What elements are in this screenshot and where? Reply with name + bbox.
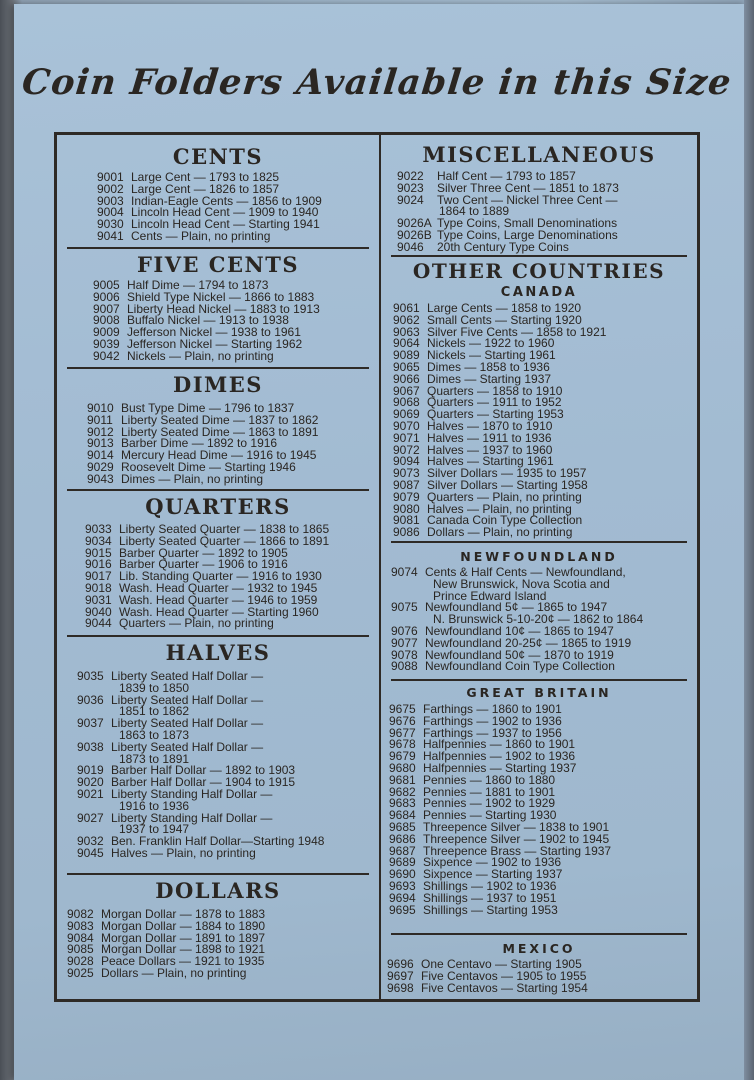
item-description: Silver Three Cent — 1851 to 1873 — [437, 180, 619, 195]
section-divider — [67, 247, 369, 249]
item-description: Lincoln Head Cent — 1909 to 1940 — [131, 205, 319, 220]
item-description: Liberty Seated Half Dollar — — [111, 716, 264, 731]
item-description: Silver Five Cents — 1858 to 1921 — [427, 324, 607, 339]
item-description: Ben. Franklin Half Dollar—Starting 1948 — [111, 834, 325, 849]
catalog-number: 9008 — [93, 313, 120, 328]
item-list — [67, 909, 375, 980]
item-description: Threepence Silver — 1902 to 1945 — [423, 831, 610, 846]
item-description: Halves — Plain, no printing — [427, 501, 572, 516]
catalog-number: 9684 — [389, 808, 416, 823]
catalog-number: 9683 — [389, 796, 416, 811]
catalog-number: 9061 — [393, 301, 420, 315]
section-cents — [61, 145, 375, 243]
item-description: Peace Dollars — 1921 to 1935 — [101, 954, 265, 969]
catalog-number: 9012 — [87, 424, 114, 439]
item-description: Newfoundland 10¢ — 1865 to 1947 — [425, 623, 614, 638]
item-description: Newfoundland 50¢ — 1870 to 1919 — [425, 647, 614, 662]
item-description: Half Dime — 1794 to 1873 — [127, 278, 269, 292]
catalog-number: 9021 — [77, 786, 104, 801]
catalog-number: 9682 — [389, 784, 416, 799]
catalog-number: 9032 — [77, 834, 104, 849]
catalog-number: 9083 — [67, 918, 94, 933]
catalog-number: 9063 — [393, 324, 420, 339]
catalog-number: 9079 — [393, 489, 420, 504]
item-description: Liberty Seated Quarter — 1838 to 1865 — [119, 522, 330, 536]
item-description-continued: 1851 to 1862 — [119, 704, 190, 719]
item-description: Two Cent — Nickel Three Cent — — [437, 192, 618, 207]
item-description: Wash. Head Quarter — Starting 1960 — [119, 604, 319, 619]
section-divider — [67, 873, 369, 875]
section-title: OTHER COUNTRIES — [412, 259, 666, 283]
catalog-number: 9026A — [397, 216, 432, 231]
catalog-number: 9068 — [393, 395, 420, 410]
catalog-number: 9072 — [393, 442, 420, 457]
catalog-number: 9062 — [393, 312, 420, 327]
catalog-number: 9024 — [397, 192, 424, 207]
item-list — [389, 704, 693, 916]
item-description: Silver Dollars — 1935 to 1957 — [427, 466, 587, 481]
catalog-number: 9082 — [67, 907, 94, 921]
item-description: Dimes — 1858 to 1936 — [427, 359, 550, 374]
item-description: Nickels — Starting 1961 — [427, 348, 556, 363]
item-description: Cents — Plain, no printing — [131, 228, 271, 243]
item-description: Large Cents — 1858 to 1920 — [427, 301, 582, 315]
item-description: Lib. Standing Quarter — 1916 to 1930 — [119, 569, 322, 584]
item-description: Halfpennies — 1860 to 1901 — [423, 737, 576, 752]
list-item — [391, 661, 693, 673]
catalog-number: 9038 — [77, 739, 104, 754]
item-description: Halves — 1937 to 1960 — [427, 442, 553, 457]
section-great-britain — [385, 685, 693, 916]
item-description: Half Cent — 1793 to 1857 — [437, 169, 576, 183]
subsection-title: NEWFOUNDLAND — [460, 549, 618, 564]
item-description: Morgan Dollar — 1878 to 1883 — [101, 907, 266, 921]
item-description: Mercury Head Dime — 1916 to 1945 — [121, 448, 317, 463]
item-list — [77, 671, 375, 860]
list-item — [393, 527, 693, 539]
item-description: Dollars — Plain, no printing — [427, 525, 573, 540]
item-description: Dimes — Plain, no printing — [121, 471, 264, 486]
catalog-number: 9017 — [85, 569, 112, 584]
list-item — [77, 845, 375, 860]
item-description: Canada Coin Type Collection — [427, 513, 583, 528]
catalog-number: 9687 — [389, 843, 416, 858]
catalog-number: 9004 — [97, 205, 124, 220]
section-newfoundland — [385, 549, 693, 673]
catalog-number: 9027 — [77, 810, 104, 825]
item-description: Farthings — 1902 to 1936 — [423, 713, 562, 728]
catalog-number: 9084 — [67, 930, 94, 945]
item-description: Barber Dime — 1892 to 1916 — [121, 436, 278, 451]
catalog-number: 9011 — [87, 412, 113, 427]
item-description: Jefferson Nickel — Starting 1962 — [127, 336, 303, 351]
catalog-number: 9007 — [93, 301, 120, 316]
item-description: Small Cents — Starting 1920 — [427, 312, 582, 327]
catalog-number: 9067 — [393, 383, 420, 398]
item-description: Threepence Brass — Starting 1937 — [423, 843, 612, 858]
catalog-number: 9694 — [389, 890, 416, 905]
item-description: Bust Type Dime — 1796 to 1837 — [121, 401, 295, 415]
item-description: Halfpennies — 1902 to 1936 — [423, 749, 576, 764]
item-description-continued: 1839 to 1850 — [119, 680, 190, 695]
item-description-continued: 1864 to 1889 — [439, 204, 510, 219]
item-description: Dollars — Plain, no printing — [101, 965, 247, 980]
item-description: Liberty Seated Dime — 1837 to 1862 — [121, 412, 319, 427]
item-description: Barber Quarter — 1906 to 1916 — [119, 557, 288, 572]
item-description: Liberty Seated Dime — 1863 to 1891 — [121, 424, 319, 439]
catalog-number: 9043 — [87, 471, 114, 486]
catalog-number: 9696 — [387, 957, 414, 971]
section-divider — [67, 367, 369, 369]
item-description: Shillings — 1937 to 1951 — [423, 890, 557, 905]
item-description: Type Coins, Small Denominations — [437, 216, 618, 231]
item-description: Newfoundland 5¢ — 1865 to 1947 — [425, 600, 608, 615]
catalog-number: 9094 — [393, 454, 420, 469]
catalog-number: 9006 — [93, 289, 120, 304]
item-description-continued: 1863 to 1873 — [119, 727, 190, 742]
catalog-number: 9080 — [393, 501, 420, 516]
catalog-number: 9690 — [389, 867, 416, 882]
catalog-number: 9064 — [393, 336, 420, 351]
catalog-number: 9697 — [387, 968, 414, 983]
section-five-cents — [61, 253, 375, 363]
section-divider — [391, 679, 687, 681]
item-description: Halves — Starting 1961 — [427, 454, 554, 469]
list-item — [97, 228, 375, 243]
item-description: Newfoundland 20-25¢ — 1865 to 1919 — [425, 635, 632, 650]
catalog-number: 9695 — [389, 902, 416, 917]
item-list — [393, 303, 693, 539]
section-divider — [67, 489, 369, 491]
catalog-number: 9016 — [85, 557, 112, 572]
item-list — [87, 403, 375, 486]
subsection-title: MEXICO — [502, 941, 576, 956]
section-quarters — [61, 495, 375, 630]
item-description: Liberty Standing Half Dollar — — [111, 786, 273, 801]
catalog-number: 9678 — [389, 737, 416, 752]
item-description: 20th Century Type Coins — [437, 239, 569, 254]
catalog-number: 9039 — [93, 336, 120, 351]
catalog-number: 9035 — [77, 669, 104, 683]
page-title: Coin Folders Available in this Size — [20, 62, 734, 103]
item-description: Sixpence — 1902 to 1936 — [423, 855, 562, 870]
section-miscellaneous — [385, 143, 693, 254]
catalog-number: 9022 — [397, 169, 424, 183]
item-description: Liberty Standing Half Dollar — — [111, 810, 273, 825]
item-description: Nickels — Plain, no printing — [127, 348, 274, 363]
item-list — [387, 959, 693, 994]
catalog-number: 9046 — [397, 239, 424, 254]
catalog-number: 9076 — [391, 623, 418, 638]
item-description: Quarters — Plain, no printing — [427, 489, 582, 504]
right-column — [385, 135, 693, 999]
item-description: Quarters — 1858 to 1910 — [427, 383, 563, 398]
catalog-number: 9089 — [393, 348, 420, 363]
catalog-number: 9018 — [85, 580, 112, 595]
item-description: Threepence Silver — 1838 to 1901 — [423, 819, 610, 834]
item-description: Nickels — 1922 to 1960 — [427, 336, 555, 351]
item-description: Liberty Head Nickel — 1883 to 1913 — [127, 301, 320, 316]
catalog-number: 9073 — [393, 466, 420, 481]
catalog-number: 9675 — [389, 702, 416, 716]
catalog-number: 9065 — [393, 359, 420, 374]
item-description: Morgan Dollar — 1891 to 1897 — [101, 930, 266, 945]
item-description-continued: New Brunswick, Nova Scotia and — [433, 576, 610, 591]
list-item — [87, 471, 375, 486]
item-description: Roosevelt Dime — Starting 1946 — [121, 459, 296, 474]
catalog-number: 9026B — [397, 227, 432, 242]
catalog-number: 9681 — [389, 772, 416, 787]
item-description: Farthings — 1860 to 1901 — [423, 702, 562, 716]
column-divider — [379, 135, 381, 999]
catalog-number: 9030 — [97, 217, 124, 232]
item-description: Liberty Seated Quarter — 1866 to 1891 — [119, 533, 330, 548]
listing-frame — [54, 132, 700, 1002]
catalog-number: 9023 — [397, 180, 424, 195]
item-description-continued: 1916 to 1936 — [119, 798, 190, 813]
catalog-number: 9028 — [67, 954, 94, 969]
item-list — [85, 524, 375, 630]
subsection-title: GREAT BRITAIN — [466, 685, 612, 700]
catalog-number: 9070 — [393, 418, 420, 433]
item-description: Morgan Dollar — 1884 to 1890 — [101, 918, 266, 933]
item-description: Wash. Head Quarter — 1932 to 1945 — [119, 580, 318, 595]
catalog-number: 9015 — [85, 545, 112, 560]
section-title: HALVES — [165, 640, 271, 665]
item-description: Jefferson Nickel — 1938 to 1961 — [127, 325, 301, 340]
item-description: Quarters — Plain, no printing — [119, 616, 274, 631]
section-divider — [67, 635, 369, 637]
item-description: Type Coins, Large Denominations — [437, 227, 618, 242]
catalog-number: 9676 — [389, 713, 416, 728]
catalog-number: 9045 — [77, 845, 104, 860]
catalog-number: 9001 — [97, 170, 124, 184]
item-description: Dimes — Starting 1937 — [427, 371, 552, 386]
catalog-number: 9041 — [97, 228, 124, 243]
item-description-continued: N. Brunswick 5-10-20¢ — 1862 to 1864 — [433, 612, 644, 627]
item-list — [97, 172, 375, 243]
item-list — [397, 171, 693, 254]
section-divider — [391, 541, 687, 543]
section-divider — [391, 933, 687, 935]
item-description: Farthings — 1937 to 1956 — [423, 725, 562, 740]
subsection-title: CANADA — [500, 285, 578, 300]
catalog-number: 9686 — [389, 831, 416, 846]
item-description: Wash. Head Quarter — 1946 to 1959 — [119, 592, 318, 607]
item-description: Sixpence — Starting 1937 — [423, 867, 563, 882]
catalog-number: 9693 — [389, 878, 416, 893]
item-description: Five Centavos — 1905 to 1955 — [421, 968, 587, 983]
item-description: Newfoundland Coin Type Collection — [425, 659, 615, 674]
list-item — [387, 980, 693, 995]
item-description: Pennies — 1881 to 1901 — [423, 784, 556, 799]
catalog-number: 9019 — [77, 763, 104, 778]
item-description: One Centavo — Starting 1905 — [421, 957, 582, 971]
catalog-number: 9081 — [393, 513, 420, 528]
catalog-number: 9088 — [391, 659, 418, 674]
catalog-number: 9077 — [391, 635, 418, 650]
item-description-continued: 1873 to 1891 — [119, 751, 190, 766]
item-description: Pennies — Starting 1930 — [423, 808, 557, 823]
catalog-number: 9087 — [393, 477, 420, 492]
catalog-number: 9066 — [393, 371, 420, 386]
catalog-number: 9086 — [393, 525, 420, 540]
catalog-number: 9037 — [77, 716, 104, 731]
catalog-number: 9020 — [77, 775, 104, 790]
catalog-number: 9071 — [393, 430, 420, 445]
item-description: Five Centavos — Starting 1954 — [421, 980, 588, 995]
catalog-number: 9085 — [67, 942, 94, 957]
section-divider — [391, 255, 687, 257]
list-item — [85, 618, 375, 630]
left-column — [61, 135, 375, 999]
item-description: Barber Quarter — 1892 to 1905 — [119, 545, 288, 560]
item-description: Pennies — 1860 to 1880 — [423, 772, 556, 787]
catalog-number: 9042 — [93, 348, 120, 363]
item-description: Shillings — Starting 1953 — [423, 902, 558, 917]
section-title: MISCELLANEOUS — [422, 142, 656, 167]
catalog-number: 9014 — [87, 448, 114, 463]
item-list — [93, 280, 375, 363]
item-description: Shillings — 1902 to 1936 — [423, 878, 557, 893]
item-description: Halves — Plain, no printing — [111, 845, 256, 860]
catalog-number: 9074 — [391, 565, 418, 579]
item-description: Cents & Half Cents — Newfoundland, — [425, 565, 626, 579]
item-description: Silver Dollars — Starting 1958 — [427, 477, 588, 492]
item-description: Large Cent — 1793 to 1825 — [131, 170, 280, 184]
catalog-number: 9013 — [87, 436, 114, 451]
catalog-number: 9010 — [87, 401, 114, 415]
catalog-number: 9002 — [97, 181, 124, 196]
list-item — [397, 239, 693, 254]
catalog-number: 9677 — [389, 725, 416, 740]
item-description: Large Cent — 1826 to 1857 — [131, 181, 280, 196]
item-description: Barber Half Dollar — 1892 to 1903 — [111, 763, 296, 778]
section-title: DIMES — [173, 372, 263, 397]
item-description: Barber Half Dollar — 1904 to 1915 — [111, 775, 296, 790]
section-title: CENTS — [172, 144, 264, 169]
item-description: Liberty Seated Half Dollar — — [111, 692, 264, 707]
list-item — [389, 902, 693, 917]
item-description: Liberty Seated Half Dollar — — [111, 669, 264, 683]
catalog-number: 9025 — [67, 965, 94, 980]
section-title: DOLLARS — [155, 878, 281, 903]
item-description: Indian-Eagle Cents — 1856 to 1909 — [131, 193, 322, 208]
item-description: Halves — 1911 to 1936 — [427, 430, 552, 445]
section-mexico — [385, 941, 693, 994]
item-description: Quarters — Starting 1953 — [427, 407, 564, 422]
catalog-number: 9069 — [393, 407, 420, 422]
item-description: Pennies — 1902 to 1929 — [423, 796, 556, 811]
catalog-number: 9005 — [93, 278, 120, 292]
item-description: Lincoln Head Cent — Starting 1941 — [131, 217, 320, 232]
item-description: Liberty Seated Half Dollar — — [111, 739, 264, 754]
catalog-number: 9009 — [93, 325, 120, 340]
catalog-number: 9078 — [391, 647, 418, 662]
section-canada — [385, 285, 693, 539]
item-description: Halfpennies — Starting 1937 — [423, 760, 577, 775]
list-item — [93, 348, 375, 363]
catalog-number: 9075 — [391, 600, 418, 615]
folder-edge — [744, 0, 754, 1080]
catalog-number: 9680 — [389, 760, 416, 775]
section-halves — [61, 641, 375, 860]
catalog-number: 9003 — [97, 193, 124, 208]
item-description: Morgan Dollar — 1898 to 1921 — [101, 942, 266, 957]
section-dimes — [61, 373, 375, 486]
catalog-number: 9685 — [389, 819, 416, 834]
item-list — [391, 567, 693, 673]
catalog-number: 9689 — [389, 855, 416, 870]
catalog-number: 9033 — [85, 522, 112, 536]
catalog-number: 9698 — [387, 980, 414, 995]
item-description-continued: 1937 to 1947 — [119, 822, 190, 837]
section-title: FIVE CENTS — [136, 252, 300, 277]
section-title: QUARTERS — [145, 494, 291, 519]
catalog-number: 9029 — [87, 459, 114, 474]
section-dollars — [61, 879, 375, 980]
list-item — [67, 965, 375, 980]
item-description: Buffalo Nickel — 1913 to 1938 — [127, 313, 289, 328]
catalog-number: 9044 — [85, 616, 112, 631]
catalog-number: 9034 — [85, 533, 112, 548]
item-description: Shield Type Nickel — 1866 to 1883 — [127, 289, 315, 304]
item-description: Halves — 1870 to 1910 — [427, 418, 553, 433]
section-other-countries — [385, 259, 693, 283]
item-description: Quarters — 1911 to 1952 — [427, 395, 562, 410]
catalog-number: 9031 — [85, 592, 112, 607]
catalog-number: 9040 — [85, 604, 112, 619]
item-description-continued: Prince Edward Island — [433, 588, 547, 603]
catalog-number: 9036 — [77, 692, 104, 707]
catalog-number: 9679 — [389, 749, 416, 764]
